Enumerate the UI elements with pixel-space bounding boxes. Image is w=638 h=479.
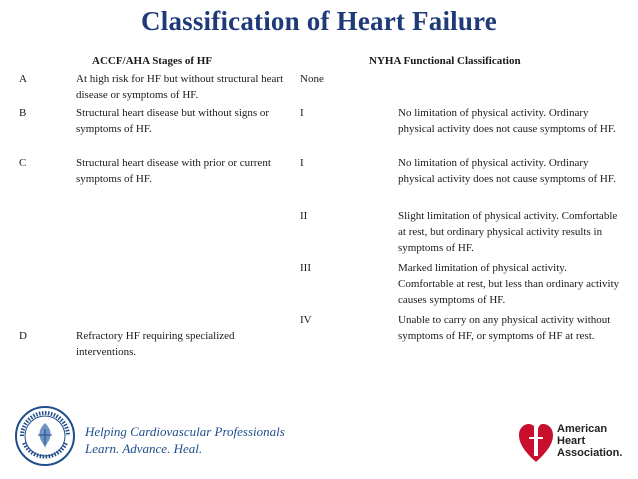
class-i-b-description: No limitation of physical activity. Ordinary physical activity does not cause symptoms of HF. xyxy=(398,107,616,135)
acc-seal-icon xyxy=(14,405,76,467)
stage-a: A xyxy=(19,73,27,85)
nyha-header: NYHA Functional Classification xyxy=(369,55,521,67)
class-i-c: I xyxy=(300,157,304,169)
class-iii-description: Marked limitation of physical activity. Comfortable at rest, but less than ordinary activity causes symptoms of HF. xyxy=(398,262,620,306)
aha-line2: Heart xyxy=(557,435,586,447)
class-i-b: I xyxy=(300,107,304,119)
class-none: None xyxy=(300,73,324,85)
accf-aha-header: ACCF/AHA Stages of HF xyxy=(92,55,213,67)
class-ii: II xyxy=(300,210,308,222)
heart-torch-icon xyxy=(517,414,555,466)
aha-line3: Association. xyxy=(557,447,623,459)
page-title: Classification of Heart Failure xyxy=(141,6,497,36)
stage-b-description: Structural heart disease but without signs or symptoms of HF. xyxy=(76,107,270,135)
class-iv-description: Unable to carry on any physical activity without symptoms of HF, or symptoms of HF at rest. xyxy=(398,314,611,342)
stage-d: D xyxy=(19,330,27,342)
aha-logo xyxy=(517,414,633,470)
stage-d-description: Refractory HF requiring specialized interventions. xyxy=(76,330,235,358)
aha-line1: American xyxy=(557,423,608,435)
stage-c-description: Structural heart disease with prior or current symptoms of HF. xyxy=(76,157,271,185)
aha-wordmark xyxy=(557,423,622,459)
class-i-c-description: No limitation of physical activity. Ordinary physical activity does not cause symptoms of HF. xyxy=(398,157,616,185)
stage-c: C xyxy=(19,157,27,169)
acc-footer xyxy=(14,405,314,475)
class-ii-description: Slight limitation of physical activity. Comfortable at rest, but ordinary physical activity results in symptoms of HF. xyxy=(398,210,618,254)
acc-tagline xyxy=(85,423,285,457)
class-iii: III xyxy=(300,262,311,274)
stage-b: B xyxy=(19,107,27,119)
acc-tagline-line1: Helping Cardiovascular Professionals xyxy=(85,424,285,439)
class-iv: IV xyxy=(300,314,312,326)
stage-a-description: At high risk for HF but without structural heart disease or symptoms of HF. xyxy=(76,73,284,101)
acc-tagline-line2: Learn. Advance. Heal. xyxy=(85,441,203,456)
